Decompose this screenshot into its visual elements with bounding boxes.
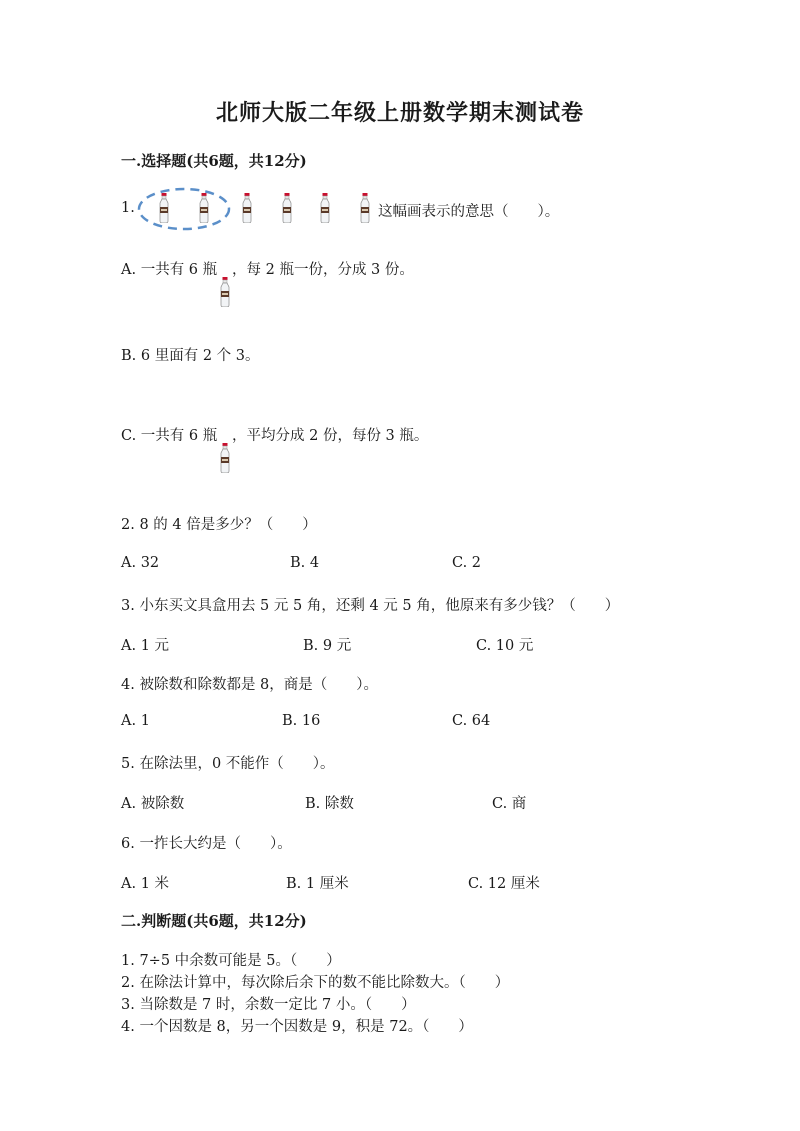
q4-option-a: A. 1 bbox=[121, 713, 150, 729]
judgment-item-1: 1. 7÷5 中余数可能是 5。（ ） bbox=[121, 953, 341, 969]
q5-option-c: C. 商 bbox=[492, 796, 527, 812]
water-bottle-icon bbox=[240, 193, 254, 223]
q3-option-c: C. 10 元 bbox=[476, 638, 534, 654]
q6-option-c: C. 12 厘米 bbox=[468, 876, 540, 892]
q4-option-c: C. 64 bbox=[452, 713, 491, 729]
judgment-item-3: 3. 当除数是 7 时，余数一定比 7 小。（ ） bbox=[121, 997, 416, 1013]
judgment-item-4: 4. 一个因数是 8，另一个因数是 9，积是 72。（ ） bbox=[121, 1019, 473, 1035]
q3-option-b: B. 9 元 bbox=[303, 638, 352, 654]
water-bottle-icon bbox=[280, 193, 294, 223]
q2-option-b: B. 4 bbox=[290, 555, 320, 571]
q3-option-a: A. 1 元 bbox=[121, 638, 170, 654]
q6-option-b: B. 1 厘米 bbox=[286, 876, 349, 892]
grouping-ellipse bbox=[136, 186, 232, 232]
water-bottle-icon bbox=[197, 193, 211, 223]
question-3-text: 3. 小东买文具盒用去 5 元 5 角，还剩 4 元 5 角，他原来有多少钱？（ ） bbox=[121, 598, 620, 614]
water-bottle-icon bbox=[218, 277, 232, 307]
q5-option-a: A. 被除数 bbox=[121, 796, 185, 812]
water-bottle-icon bbox=[318, 193, 332, 223]
q5-option-b: B. 除数 bbox=[305, 796, 354, 812]
question-4-text: 4. 被除数和除数都是 8，商是（ ）。 bbox=[121, 677, 379, 693]
question-6-text: 6. 一拃长大约是（ ）。 bbox=[121, 836, 292, 852]
water-bottle-icon bbox=[218, 443, 232, 473]
q6-option-a: A. 1 米 bbox=[121, 876, 170, 892]
water-bottle-icon bbox=[157, 193, 171, 223]
section-heading-choice: 一.选择题(共6题，共12分) bbox=[121, 152, 307, 170]
q1-option-a-post: ，每 2 瓶一份，分成 3 份。 bbox=[232, 262, 414, 278]
question-1-text: 这幅画表示的意思（ ）。 bbox=[378, 204, 560, 220]
q1-option-a-pre: A. 一共有 6 瓶 bbox=[121, 262, 218, 278]
question-5-text: 5. 在除法里，0 不能作（ ）。 bbox=[121, 756, 335, 772]
water-bottle-icon bbox=[358, 193, 372, 223]
question-1-number: 1. bbox=[121, 200, 135, 216]
q4-option-b: B. 16 bbox=[282, 713, 321, 729]
q1-option-c-pre: C. 一共有 6 瓶 bbox=[121, 428, 218, 444]
q2-option-a: A. 32 bbox=[121, 555, 160, 571]
q1-option-c-post: ，平均分成 2 份，每份 3 瓶。 bbox=[232, 428, 429, 444]
q1-option-b: B. 6 里面有 2 个 3。 bbox=[121, 348, 260, 364]
section-heading-judgment: 二.判断题(共6题，共12分) bbox=[121, 912, 307, 930]
q2-option-c: C. 2 bbox=[452, 555, 482, 571]
page-title: 北师大版二年级上册数学期末测试卷 bbox=[215, 100, 584, 126]
question-2-text: 2. 8 的 4 倍是多少？（ ） bbox=[121, 517, 317, 533]
judgment-item-2: 2. 在除法计算中，每次除后余下的数不能比除数大。（ ） bbox=[121, 975, 510, 991]
